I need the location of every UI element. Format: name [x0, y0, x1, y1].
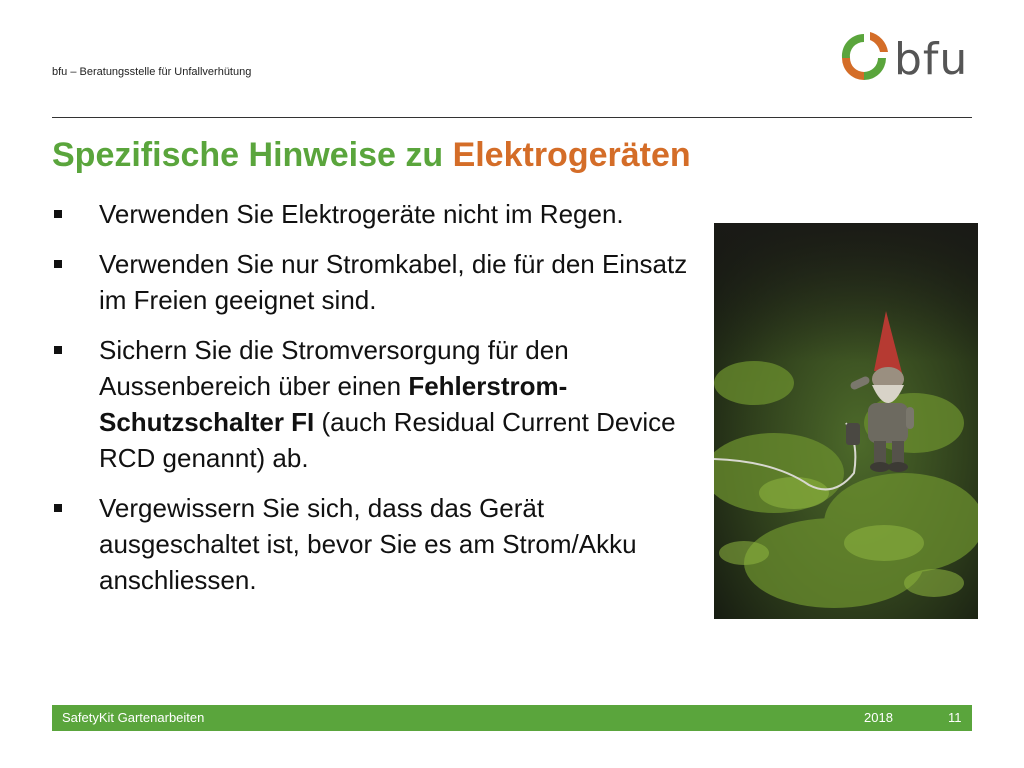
footer-page-number: 11: [948, 710, 962, 725]
bullet-text: (auch Residual Current Device RCD genannt) ab.: [99, 407, 676, 473]
footer-year: 2018: [864, 710, 893, 725]
bullet-text: Verwenden Sie Elektrogeräte nicht im Regen.: [99, 199, 624, 229]
bullet-item: [52, 332, 692, 476]
slide-title: [52, 136, 691, 175]
garden-gnome-photo: [714, 223, 978, 619]
bullet-text: Sichern Sie die Stromversorgung für den Aussenbereich über einen: [99, 335, 569, 401]
footer-title: SafetyKit Gartenarbeiten: [62, 710, 205, 725]
bullet-text: Vergewissern Sie sich, dass das Gerät ausgeschaltet ist, bevor Sie es am Strom/Akku anschliessen.: [99, 493, 637, 595]
garden-gnome-illustration: [714, 223, 978, 619]
bullet-item: [52, 196, 692, 232]
slide-title-part1: Spezifische Hinweise zu: [52, 136, 453, 174]
bfu-logo-mark: [834, 28, 892, 84]
footer-bar: [52, 705, 972, 731]
bullet-item: [52, 246, 692, 318]
bullet-bold-term: Fehlerstrom-Schutzschalter FI: [99, 371, 568, 437]
organization-name: bfu – Beratungsstelle für Unfallverhütung: [52, 66, 252, 78]
header-divider: [52, 117, 972, 118]
bfu-logo-text: bfu: [894, 34, 969, 85]
bullet-text: Verwenden Sie nur Stromkabel, die für den Einsatz im Freien geeignet sind.: [99, 249, 688, 315]
bfu-logo: [834, 28, 974, 84]
slide-title-part2: Elektrogeräten: [452, 136, 691, 174]
bullet-list: [52, 196, 692, 612]
bullet-item: [52, 490, 692, 598]
